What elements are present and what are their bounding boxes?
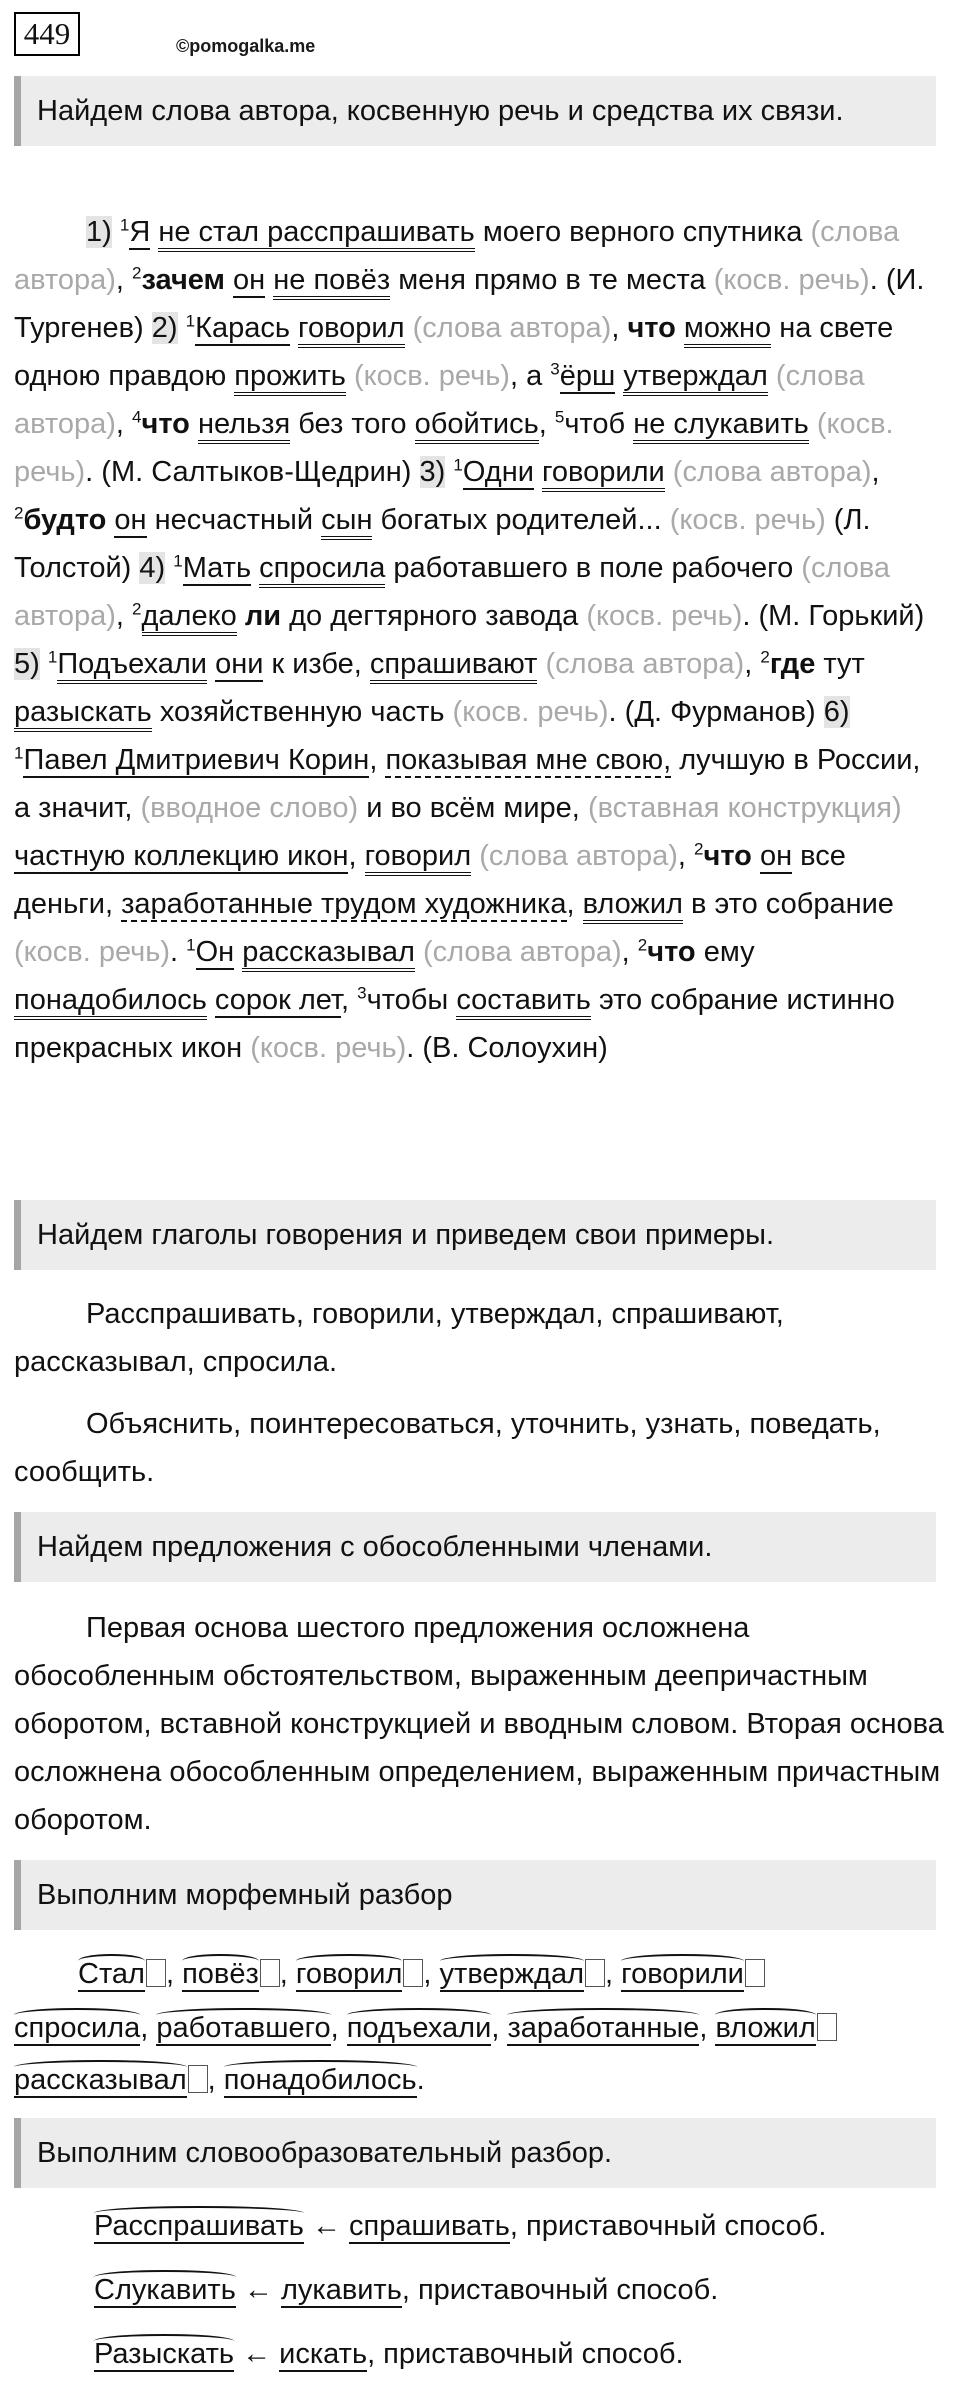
exercise-number: 449	[14, 12, 80, 56]
arrow-left-icon: ←	[242, 2338, 272, 2370]
base-word: спрашивать	[349, 2210, 510, 2242]
morpheme-word: подъехали	[346, 2012, 492, 2044]
derivation-method: , приставочный способ.	[367, 2338, 684, 2370]
section-heading-morpheme-analysis: Выполним морфемный разбор	[14, 1860, 936, 1930]
morpheme-word: заработанные	[507, 2012, 700, 2044]
derivation-row	[94, 2266, 954, 2314]
verbs-paragraph-2: Объяснить, поинтересоваться, уточнить, узнать, поведать, сообщить.	[14, 1408, 881, 1488]
derived-word: Слукавить	[94, 2274, 236, 2306]
section-heading-separated-members: Найдем предложения с обособленными членами.	[14, 1512, 936, 1582]
morpheme-word: Стал	[78, 1958, 145, 1990]
morpheme-line-1: Стал , повёз , говорил , утверждал , говорили	[14, 1950, 944, 1998]
section-heading-speech-verbs: Найдем глаголы говорения и приведем свои примеры.	[14, 1200, 936, 1270]
morpheme-word: утверждал	[439, 1958, 585, 1990]
derived-word: Расспрашивать	[94, 2210, 304, 2242]
arrow-left-icon: ←	[311, 2210, 341, 2242]
morpheme-word: говорили	[621, 1958, 744, 1990]
morpheme-word: работавшего	[156, 2012, 331, 2044]
derivation-method: , приставочный способ.	[401, 2274, 719, 2306]
morpheme-line-2: спросила, работавшего, подъехали, заработанные, вложил	[14, 2004, 944, 2052]
morpheme-word: рассказывал	[14, 2064, 187, 2096]
morpheme-word: вложил	[715, 2012, 816, 2044]
morpheme-line-3: рассказывал , понадобилось.	[14, 2064, 425, 2096]
morpheme-word: повёз	[182, 1958, 259, 1990]
morpheme-word: спросила	[14, 2012, 141, 2044]
derivation-row	[94, 2202, 954, 2250]
verbs-paragraph-1: Расспрашивать, говорили, утверждал, спрашивают, рассказывал, спросила.	[14, 1298, 784, 1378]
morpheme-word: понадобилось	[223, 2064, 417, 2096]
analysis-paragraph: 1) $^1$Я не стал расспрашивать моего верного спутника (слова автора), $^2$зачем он не повёз меня прямо в те места (косв. речь). (И. Тургенев) 2) $^1$Карась говорил (слова автора), что можно на свете одною правдою прожить (косв. речь), а $^3$ёрш утверждал (слова автора), $^4$что нельзя без того обойтись, $^5$чтоб не слукавить (косв. речь). (М. Салтыков-Щедрин) 3) $^1$Одни говорили (слова автора), $^2$будто он несчастный сын богатых родителей... (косв. речь) (Л. Толстой) 4) $^1$Мать спросила работавшего в поле рабочего (слова автора), $^2$далеко ли до дегтярного завода (косв. речь). (М. Горький) 5) $^1$Подъехали они к избе, спрашивают (слова автора), $^2$где тут разыскать хозяйственную часть (косв. речь). (Д. Фурманов) 6) $^1$Павел Дмитриевич Корин, показывая мне свою, лучшую в России, а значит, (вводное слово) и во всём мире, (вставная конструкция) частную коллекцию икон, говорил (слова автора), $^2$что он все деньги, заработанные трудом художника, вложил в это собрание (косв. речь). $^1$Он рассказывал (слова автора), $^2$что ему понадобилось сорок лет, $^3$чтобы составить это собрание истинно прекрасных икон (косв. речь). (В. Солоухин)	[14, 215, 925, 1064]
arrow-left-icon: ←	[243, 2274, 273, 2306]
separated-paragraph: Первая основа шестого предложения осложнена обособленным обстоятельством, выраженным деепричастным оборотом, вставной конструкцией и вводным словом. Вторая основа осложнена обособленным определением, выраженным причастным оборотом.	[14, 1612, 944, 1836]
section-heading-author-words: Найдем слова автора, косвенную речь и средства их связи.	[14, 76, 936, 146]
derived-word: Разыскать	[94, 2338, 235, 2370]
base-word: лукавить	[280, 2274, 402, 2306]
watermark: ©pomogalka.me	[176, 36, 316, 56]
section-heading-derivation-analysis: Выполним словообразовательный разбор.	[14, 2118, 936, 2188]
base-word: искать	[279, 2338, 368, 2370]
derivation-method: , приставочный способ.	[509, 2210, 827, 2242]
derivation-row	[94, 2330, 954, 2378]
morpheme-word: говорил	[295, 1958, 403, 1990]
